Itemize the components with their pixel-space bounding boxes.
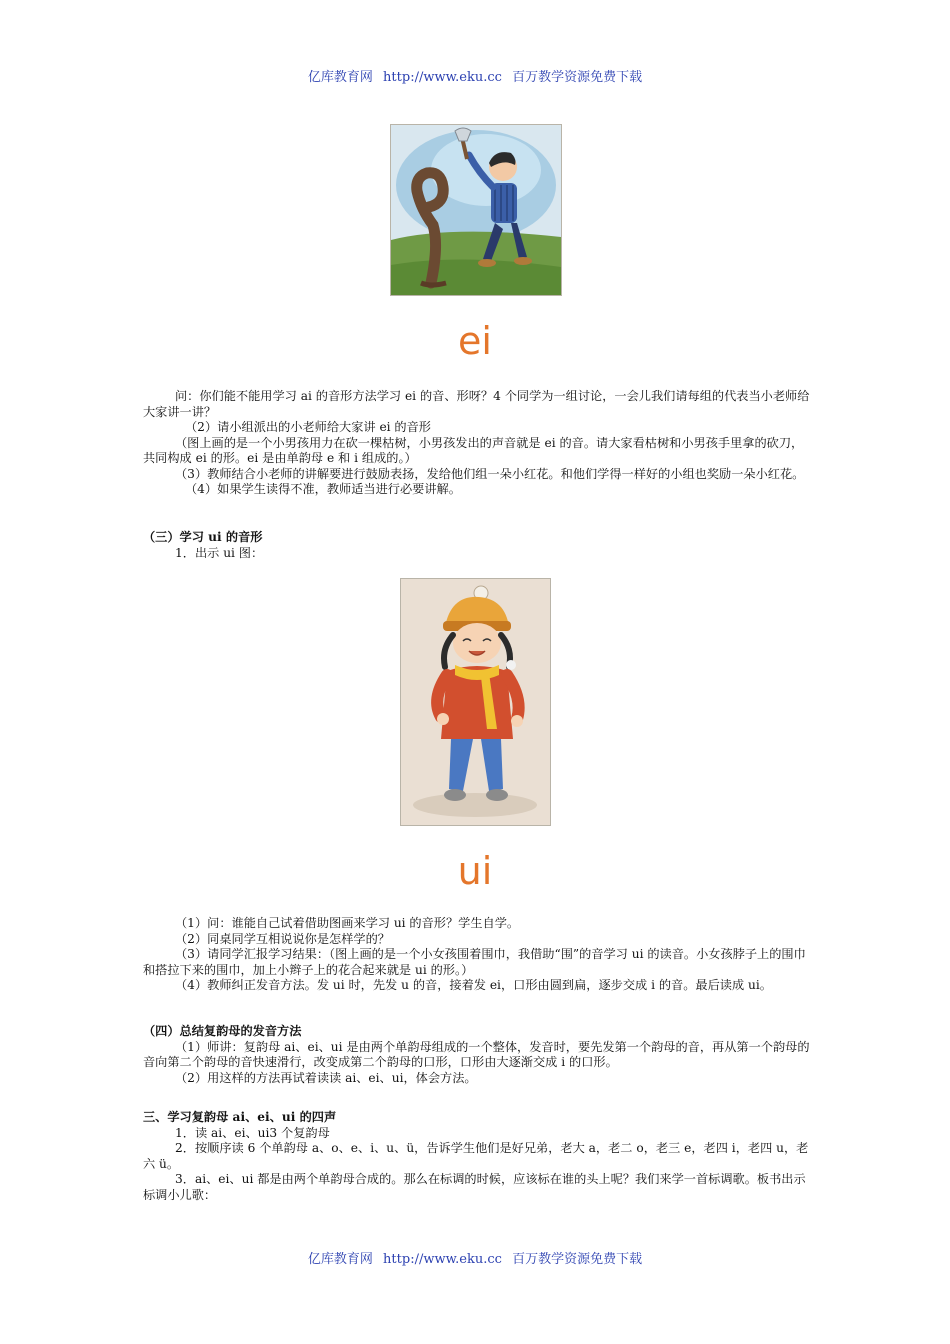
summary-step-1-text: （1）师讲：复韵母 ai、ei、ui 是由两个单韵母组成的一个整体，发音时，要先发第一个韵母的音，再从第一个韵母的音向第二个韵母的音快速滑行，改变成第二个韵母的口形，口形由大逐渐交成 i 的口形。 — [143, 1039, 810, 1069]
syllable-ei: ei — [458, 319, 492, 363]
summary-heading: （四）总结复韵母的发音方法 — [143, 1024, 302, 1038]
ui-step-4-text: （4）教师纠正发音方法。发 ui 时，先发 u 的音，接着发 ei，口形由圆到扁，逐步交成 i 的音。最后读成 ui。 — [175, 978, 772, 992]
ui-lesson-section — [143, 916, 811, 994]
tones-step-1-text: 1．读 ai、ei、ui3 个复韵母 — [175, 1125, 330, 1140]
ei-step-3-text: （3）教师结合小老师的讲解要进行鼓励表扬，发给他们组一朵小红花。和他们学得一样好的小组也奖励一朵小红花。 — [175, 466, 805, 481]
page-header — [0, 66, 950, 85]
page-footer — [0, 1248, 950, 1267]
boy-chopping-tree-image — [391, 125, 561, 295]
footer-url-link[interactable]: http://www.eku.cc — [383, 1252, 502, 1267]
girl-with-scarf-image — [401, 579, 550, 825]
ui-step-1-text: （1）问：谁能自己试着借助图画来学习 ui 的音形？学生自学。 — [175, 916, 520, 930]
footer-site-name: 亿库教育网 — [307, 1252, 373, 1267]
ei-question-text: 问：你们能不能用学习 ai 的音形方法学习 ei 的音、形呀？4 个同学为一组讨论，一会儿我们请每组的代表当小老师给大家讲一讲？ — [143, 389, 810, 419]
ui-intro-section — [143, 530, 811, 561]
tones-heading: 三、学习复韵母 ai、ei、ui 的四声 — [143, 1110, 337, 1124]
ui-show-picture-text: 1．出示 ui 图： — [175, 545, 264, 560]
header-slogan: 百万教学资源免费下载 — [512, 70, 643, 85]
ui-step-2-text: （2）同桌同学互相说说你是怎样学的？ — [175, 931, 390, 946]
syllable-ui: ui — [457, 849, 493, 893]
ei-step-4-text: （4）如果学生读得不准，教师适当进行必要讲解。 — [185, 482, 461, 496]
ei-explanation-text: （图上画的是一个小男孩用力在砍一棵枯树，小男孩发出的声音就是 ei 的音。请大家看枯树和小男孩手里拿的砍刀，共同构成 ei 的形。ei 是由单韵母 e 和 i 组成的。） — [143, 435, 804, 465]
ui-illustration — [400, 578, 551, 826]
summary-section — [143, 1024, 811, 1086]
ei-illustration — [390, 124, 562, 296]
tones-section — [143, 1110, 811, 1203]
ei-lesson-section — [143, 389, 811, 498]
ei-step-2-text: （2）请小组派出的小老师给大家讲 ei 的音形 — [185, 420, 431, 434]
header-url-link[interactable]: http://www.eku.cc — [383, 70, 502, 85]
tones-step-3-text: 3．ai、ei、ui 都是由两个单韵母合成的。那么在标调的时候，应该标在谁的头上呢？我们来学一首标调歌。板书出示标调小儿歌： — [143, 1172, 806, 1202]
tones-step-2-text: 2．按顺序读 6 个单韵母 a、o、e、i、u、ü，告诉学生他们是好兄弟，老大 a，老二 o，老三 e，老四 i，老四 u，老六 ü。 — [143, 1141, 809, 1171]
ui-section-heading: （三）学习 ui 的音形 — [143, 530, 263, 544]
summary-step-2-text: （2）用这样的方法再试着读读 ai、ei、ui，体会方法。 — [175, 1070, 477, 1085]
header-site-name: 亿库教育网 — [307, 70, 373, 85]
ui-step-3-text: （3）请同学汇报学习结果：（图上画的是一个小女孩围着围巾，我借助“围”的音学习 ui 的读音。小女孩脖子上的围巾和搭拉下来的围巾，加上小辫子上的花合起来就是 ui 的形。） — [143, 947, 806, 977]
footer-slogan: 百万教学资源免费下载 — [512, 1252, 643, 1267]
